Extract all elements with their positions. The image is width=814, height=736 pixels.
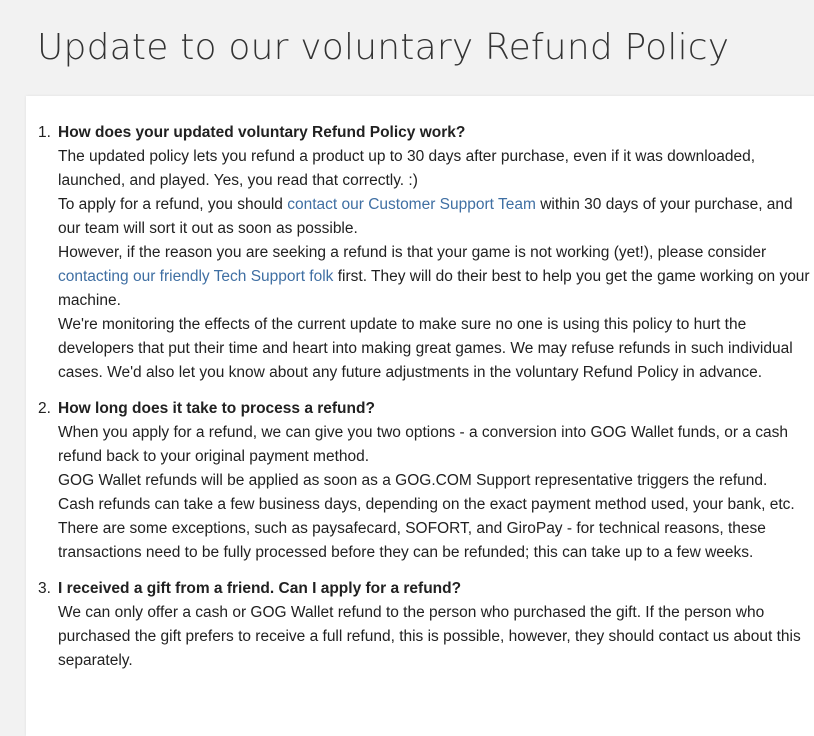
faq-answer-paragraph (58, 193, 814, 241)
faq-answer-paragraph: The updated policy lets you refund a product up to 30 days after purchase, even if it was downloaded, launched, and played. Yes, you read that correctly. :) (58, 148, 756, 189)
answer-text: To apply for a refund, you should (58, 196, 288, 213)
faq-answer-paragraph: We're monitoring the effects of the current update to make sure no one is using this policy to hurt the developers that put their time and heart into making great games. We may refuse refunds in such individual cases. We'd also let you know about any future adjustments in the voluntary Refund Policy in advance. (58, 316, 793, 381)
faq-answer-paragraph (58, 241, 814, 313)
faq-question: I received a gift from a friend. Can I apply for a refund? (58, 580, 462, 597)
answer-text: first. They will do their best to help you get the game working on your machine. (58, 268, 810, 309)
faq-item-number: 2. (38, 400, 51, 417)
faq-item-2 (38, 397, 814, 565)
contact-tech-support-link[interactable]: contacting our friendly Tech Support folk (58, 268, 334, 285)
answer-text: However, if the reason you are seeking a refund is that your game is not working (yet!), please consider (58, 244, 767, 261)
faq-answer-paragraph: We can only offer a cash or GOG Wallet refund to the person who purchased the gift. If the person who purchased the gift prefers to receive a full refund, this is possible, however, they should contact us about this separately. (58, 604, 801, 669)
faq-item-3 (38, 577, 814, 673)
answer-text: within 30 days of your purchase, and our team will sort it out as soon as possible. (58, 196, 793, 237)
faq-card (26, 96, 814, 736)
contact-customer-support-link[interactable]: contact our Customer Support Team (287, 196, 536, 213)
faq-answer-paragraph: There are some exceptions, such as paysafecard, SOFORT, and GiroPay - for technical reasons, these transactions need to be fully processed before they can be refunded; this can take up to a few weeks. (58, 520, 766, 561)
faq-question: How does your updated voluntary Refund Policy work? (58, 124, 466, 141)
faq-list (38, 121, 814, 685)
faq-answer-paragraph: Cash refunds can take a few business days, depending on the exact payment method used, your bank, etc. (58, 496, 795, 513)
page-title: Update to our voluntary Refund Policy (37, 27, 730, 68)
faq-answer-paragraph: GOG Wallet refunds will be applied as soon as a GOG.COM Support representative triggers the refund. (58, 472, 768, 489)
faq-item-number: 3. (38, 580, 51, 597)
faq-item-number: 1. (38, 124, 51, 141)
faq-item-1 (38, 121, 814, 385)
faq-answer-paragraph: When you apply for a refund, we can give you two options - a conversion into GOG Wallet funds, or a cash refund back to your original payment method. (58, 424, 789, 465)
faq-question: How long does it take to process a refund? (58, 400, 375, 417)
